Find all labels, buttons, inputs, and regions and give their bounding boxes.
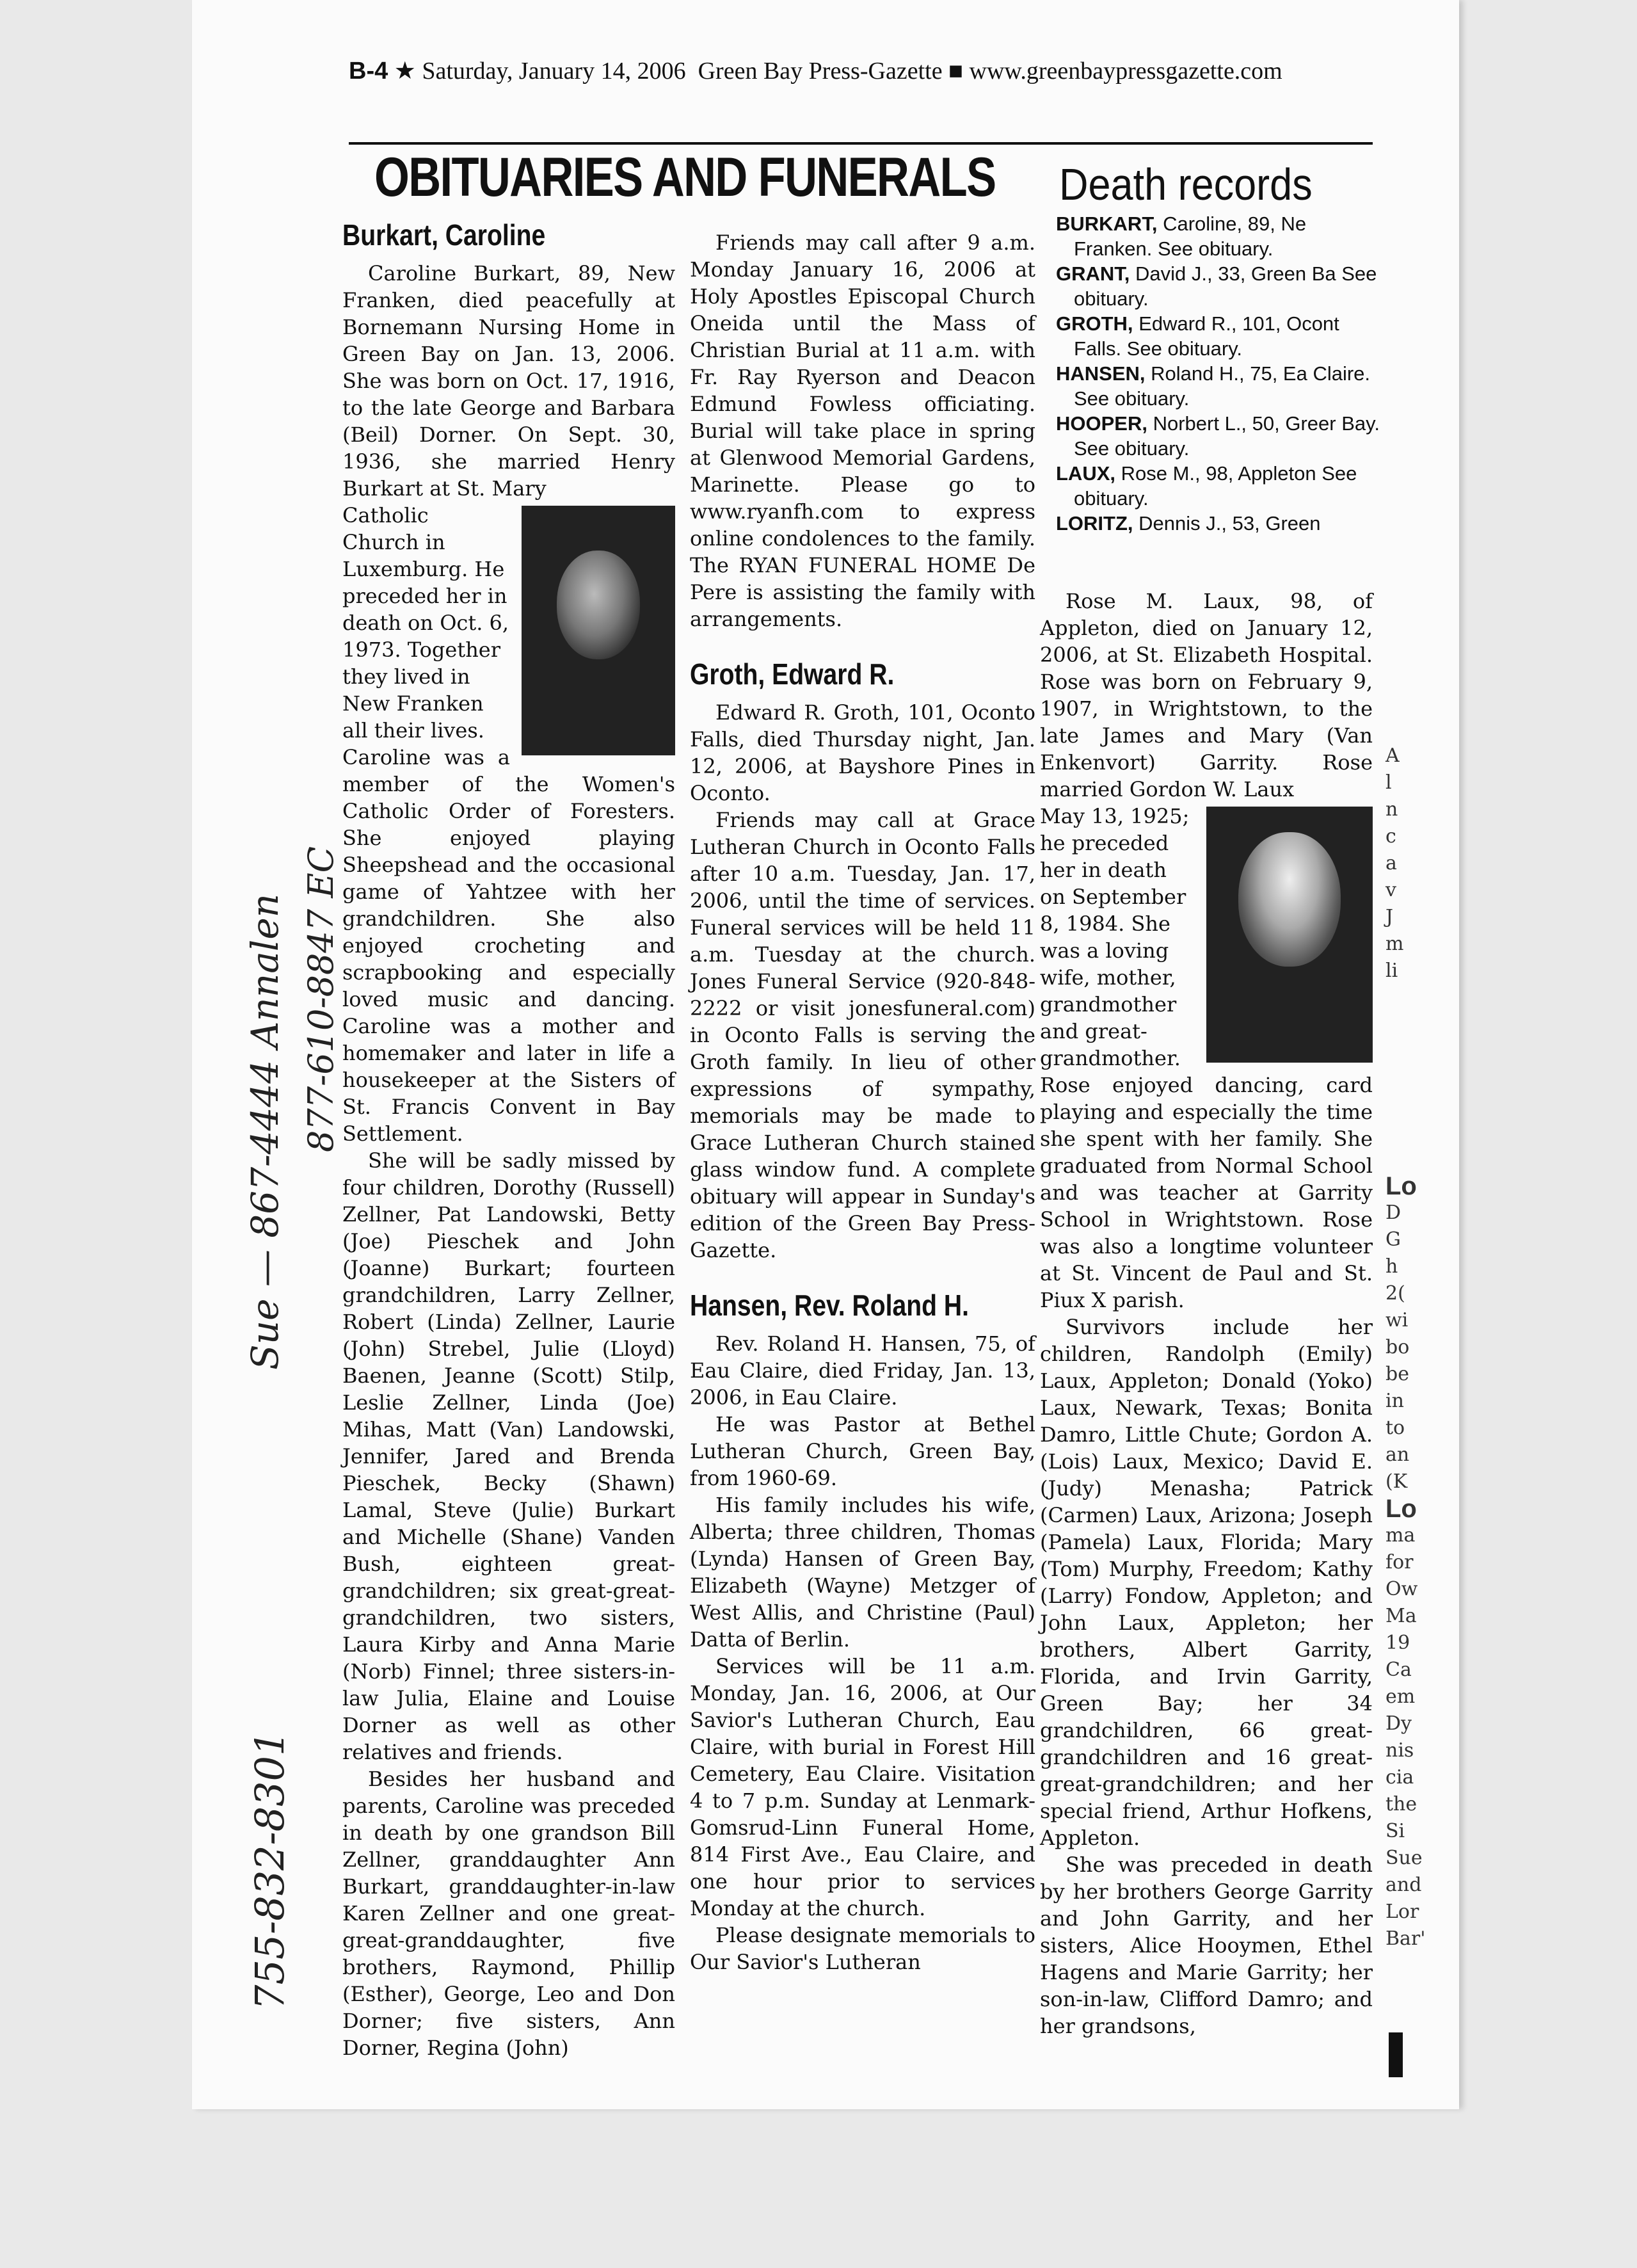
cut-off-fragment: Si (1385, 1820, 1405, 1842)
cut-off-fragment: wi (1385, 1309, 1409, 1331)
groth-paragraph-1: Edward R. Groth, 101, Oconto Falls, died Thursday night, Jan. 12, 2006, at Bayshore Pines in Oconto. (690, 700, 1035, 805)
cut-off-fragment: G (1385, 1228, 1401, 1251)
record-detail: Rose M., 98, Appleton See obituary. (1074, 462, 1357, 510)
cut-off-fragment: (K (1385, 1470, 1408, 1493)
cut-off-fragment: Ow (1385, 1578, 1418, 1600)
cut-off-fragment: cia (1385, 1766, 1414, 1789)
cut-off-fragment: h (1385, 1255, 1398, 1278)
cut-off-fragment (1385, 1092, 1424, 1119)
record-hansen (1056, 361, 1382, 411)
headline-hansen: Hansen, Rev. Roland H. (690, 1289, 969, 1322)
handwritten-note-phone-3: 877-610-8847 EC (301, 846, 341, 1152)
laux-paragraph-3: She was preceded in death by her brothers George Garrity and John Garrity, and her sisters, Alice Hooymen, Ethel Hagens and Marie Garrity; her son-in-law, Clifford Damro; and her grandsons, (1040, 1853, 1373, 2038)
cut-off-fragment (1385, 1038, 1424, 1065)
hansen-paragraph-1: Rev. Roland H. Hansen, 75, of Eau Claire, died Friday, Jan. 13, 2006, in Eau Claire. (690, 1331, 1035, 1410)
cut-off-fragment: Ma (1385, 1605, 1417, 1627)
burkart-paragraph-1: Caroline Burkart, 89, New Franken, died peacefully at Bornemann Nursing Home in Green Bay on Jan. 13, 2006. She was born on Oct. 17, 1916, to the late George and Barbara (Beil) Dorner. On Sept. 30, 1936, she married Henry Burkart at St. Mary (342, 261, 675, 501)
cut-off-fragment: Dy (1385, 1712, 1412, 1735)
cut-off-fragment: v (1385, 879, 1396, 901)
cut-off-fragment: a (1385, 852, 1397, 874)
record-hooper (1056, 411, 1382, 461)
photo-rose-laux (1206, 807, 1373, 1063)
cut-off-fragment: Lo (1385, 1495, 1417, 1523)
laux-paragraph-1: Rose M. Laux, 98, of Appleton, died on January 12, 2006, at St. Elizabeth Hospital. Rose was born on February 9, 1907, in Wrightstown, to the late James and Mary (Van Enkenvort) Garrity. Rose married Gordon W. Laux (1040, 589, 1373, 801)
record-name: BURKART, (1056, 213, 1158, 235)
record-name: LAUX, (1056, 462, 1115, 485)
cut-off-fragment: n (1385, 798, 1398, 821)
hansen-paragraph-2: He was Pastor at Bethel Lutheran Church, Green Bay, from 1960-69. (690, 1412, 1035, 1490)
groth-paragraph-2: Friends may call at Grace Lutheran Church in Oconto Falls after 10 a.m. Tuesday, Jan. 17, 2006, until the time of services. Funeral services will be held 11 a.m. Tuesday at the church. Jones Funeral Service (920-848-2222 or visit jonesfuneral.com) in Oconto Falls is serving the Groth family. In lieu of other expressions of sympathy, memorials may be made to Grace Lutheran Church stained glass window fund. A complete obituary will appear in Sunday's edition of the Green Bay Press-Gazette. (690, 808, 1035, 1262)
headline-burkart: Burkart, Caroline (342, 218, 546, 252)
hansen-paragraph-5: Please designate memorials to Our Savior's Lutheran (690, 1923, 1035, 1974)
cut-off-fragment: the (1385, 1793, 1417, 1815)
record-laux (1056, 461, 1382, 511)
cut-off-fragment: nis (1385, 1739, 1414, 1762)
section-title: OBITUARIES AND FUNERALS (374, 147, 996, 208)
burkart-arrangements: Friends may call after 9 a.m. Monday January 16, 2006 at Holy Apostles Episcopal Church Oneida until the Mass of Christian Burial at 11 a.m. with Fr. Ray Ryerson and Deacon Edmund Fowless officiating. Burial will take place in spring at Glenwood Memorial Gardens, Marinette. Please go to www.ryanfh.com to express online condolences to the family. The RYAN FUNERAL HOME De Pere is assisting the family with arrangements. (690, 230, 1035, 631)
header-rule (349, 142, 1373, 145)
death-records-list (1056, 211, 1382, 536)
portrait-face (1238, 832, 1341, 967)
cut-off-fragment (1385, 1146, 1424, 1173)
record-name: HOOPER, (1056, 412, 1147, 435)
cut-off-fragment: li (1385, 960, 1398, 982)
cut-off-fragment: an (1385, 1444, 1410, 1466)
square-bullet-icon: ■ (948, 58, 964, 84)
cut-off-fragment: Lor (1385, 1901, 1419, 1923)
burkart-paragraph-2: Caroline was a member of the Women's Catholic Order of Foresters. She enjoyed playing Sheepshead and the occasional game of Yahtzee with her grandchildren. She also enjoyed crocheting and scrapbooking and especially loved music and dancing. Caroline was a mother and homemaker and later in life a housekeeper at the Sisters of St. Francis Convent in Bay Settlement. (342, 745, 675, 1146)
cut-off-fragment: Lo (1385, 1172, 1417, 1200)
cut-off-fragment: 2( (1385, 1282, 1405, 1305)
cut-off-fragment: D (1385, 1202, 1401, 1224)
headline-groth: Groth, Edward R. (690, 657, 895, 691)
record-loritz (1056, 511, 1382, 536)
page-header (349, 56, 1373, 85)
record-groth (1056, 311, 1382, 361)
laux-paragraph-2: Survivors include her children, Randolph (Emily) Laux, Appleton; Donald (Yoko) Laux, Newark, Texas; Bonita Damro, Little Chute; Gordon A. (Lois) Laux, Mexico; David E. (Judy) Menasha; Patrick (Carmen) Laux, Arizona; Joseph (Pamela) Laux, Florida; Mary (Tom) Murphy, Freedom; Kathy (Larry) Fondow, Appleton; and John Laux, Appleton; her brothers, Albert Garrity, Florida, and Irvin Garrity, Green Bay; her 34 grandchildren, 66 great-grandchildren and 16 great-great-grandchildren; and her special friend, Arthur Hofkens, Appleton. (1040, 1315, 1373, 1850)
cut-off-fragment (1385, 1065, 1424, 1092)
cut-off-fragment: A (1385, 744, 1400, 767)
record-name: GRANT, (1056, 262, 1130, 285)
header-date: Saturday, January 14, 2006 (422, 58, 686, 84)
laux-paragraph-1-wrap: May 13, 1925; he preceded her in death on September 8, 1984. She was a loving wife, mother, grandmother and great-grandmother. (1040, 804, 1190, 1070)
record-detail: Edward R., 101, Ocont Falls. See obituary. (1074, 312, 1339, 360)
record-name: HANSEN, (1056, 362, 1146, 385)
portrait-face (557, 551, 640, 659)
cut-off-fragment: em (1385, 1685, 1416, 1708)
record-detail: Caroline, 89, Ne Franken. See obituary. (1074, 213, 1307, 260)
burkart-paragraph-1-wrap: Catholic Church in Luxemburg. He preceded her in death on Oct. 6, 1973. Together they lived in New Franken all their lives. (342, 503, 509, 743)
star-icon: ★ (394, 58, 416, 84)
cut-off-fragment: to (1385, 1417, 1405, 1439)
newspaper-name: Green Bay Press-Gazette (698, 58, 943, 84)
cut-off-fragment: and (1385, 1874, 1422, 1896)
obituary-burkart (342, 218, 675, 2061)
cut-off-column-fragments (1385, 743, 1424, 1952)
cut-off-fragment: for (1385, 1551, 1414, 1573)
photo-caroline-burkart (522, 506, 675, 755)
obituary-laux (1040, 588, 1373, 2039)
cut-off-fragment: 19 (1385, 1632, 1410, 1654)
handwritten-note-phone-2: Sue — 867-4444 Annalen (243, 893, 287, 1370)
record-burkart (1056, 211, 1382, 261)
cut-off-fragment: l (1385, 771, 1392, 794)
cut-off-fragment: Sue (1385, 1847, 1423, 1869)
cut-off-fragment: m (1385, 933, 1404, 955)
cut-off-fragment: Bar' (1385, 1927, 1426, 1950)
death-records-title: Death records (1059, 159, 1313, 209)
hansen-paragraph-4: Services will be 11 a.m. Monday, Jan. 16, 2006, at Our Savior's Lutheran Church, Eau Claire, with burial in Forest Hill Cemetery, Eau Claire. Visitation 4 to 7 p.m. Sunday at Lenmark-Gomsrud-Linn Funeral Home, 814 First Ave., Eau Claire, and one hour prior to services Monday at the church. (690, 1654, 1035, 1920)
cut-off-fragment (1385, 1011, 1424, 1038)
newspaper-url: www.greenbaypressgazette.com (969, 58, 1282, 84)
cut-off-fragment: Ca (1385, 1659, 1412, 1681)
cut-off-fragment: be (1385, 1363, 1409, 1385)
record-detail: Norbert L., 50, Greer Bay. See obituary. (1074, 412, 1380, 460)
cut-off-fragment (1385, 985, 1424, 1011)
handwritten-note-phone-1: 755-832-8301 (246, 1730, 293, 2010)
cut-off-fragment: in (1385, 1390, 1404, 1412)
laux-paragraph-1-rest: Rose enjoyed dancing, card playing and especially the time she spent with her family. She graduated from Normal School and was teacher at Garrity School in Wrightstown. Rose was also a longtime volunteer at St. Vincent de Paul and St. Piux X parish. (1040, 1073, 1373, 1312)
cut-edge-mark (1389, 2032, 1403, 2077)
record-detail: David J., 33, Green Ba See obituary. (1074, 262, 1377, 310)
cut-off-fragment: c (1385, 825, 1396, 848)
record-grant (1056, 261, 1382, 311)
record-detail: Roland H., 75, Ea Claire. See obituary. (1074, 362, 1371, 410)
cut-off-fragment: bo (1385, 1336, 1410, 1358)
hansen-paragraph-3: His family includes his wife, Alberta; three children, Thomas (Lynda) Hansen of Green Bay, Elizabeth (Wayne) Metzger of West Allis, and Christine (Paul) Datta of Berlin. (690, 1493, 1035, 1652)
cut-off-fragment: J (1385, 906, 1394, 928)
record-name: GROTH, (1056, 312, 1133, 335)
record-name: LORITZ, (1056, 512, 1133, 535)
record-detail: Dennis J., 53, Green (1138, 512, 1321, 535)
cut-off-fragment (1385, 1119, 1424, 1146)
burkart-paragraph-3: She will be sadly missed by four children, Dorothy (Russell) Zellner, Pat Landowski, Betty (Joe) Pieschek and John (Joanne) Burkart; fourteen grandchildren, Larry Zellner, Robert (Linda) Zellner, Laurie (John) Strebel, Julie (Lloyd) Baenen, Jeanne (Scott) Stilp, Leslie Zellner, Linda (Joe) Mihas, Matt (Van) Landowski, Jennifer, Jared and Brenda Pieschek, Becky (Shawn) Lamal, Steve (Julie) Burkart and Michelle (Shane) Vanden Bush, eighteen great-grandchildren; six great-great-grandchildren, two sisters, Laura Kirby and Anna Marie (Norb) Finnel; three sisters-in-law Julia, Elaine and Louise Dorner as well as other relatives and friends. (342, 1148, 675, 1764)
cut-off-fragment: ma (1385, 1524, 1416, 1547)
column-2 (690, 229, 1035, 1975)
page-number: B-4 (349, 58, 388, 84)
burkart-paragraph-4: Besides her husband and parents, Caroline was preceded in death by one grandson Bill Zellner, granddaughter Ann Burkart, granddaughter-in-law Karen Zellner and one great-great-granddaughter, five brothers, Raymond, Phillip (Esther), George, Leo and Don Dorner; five sisters, Ann Dorner, Regina (John) (342, 1767, 675, 2060)
